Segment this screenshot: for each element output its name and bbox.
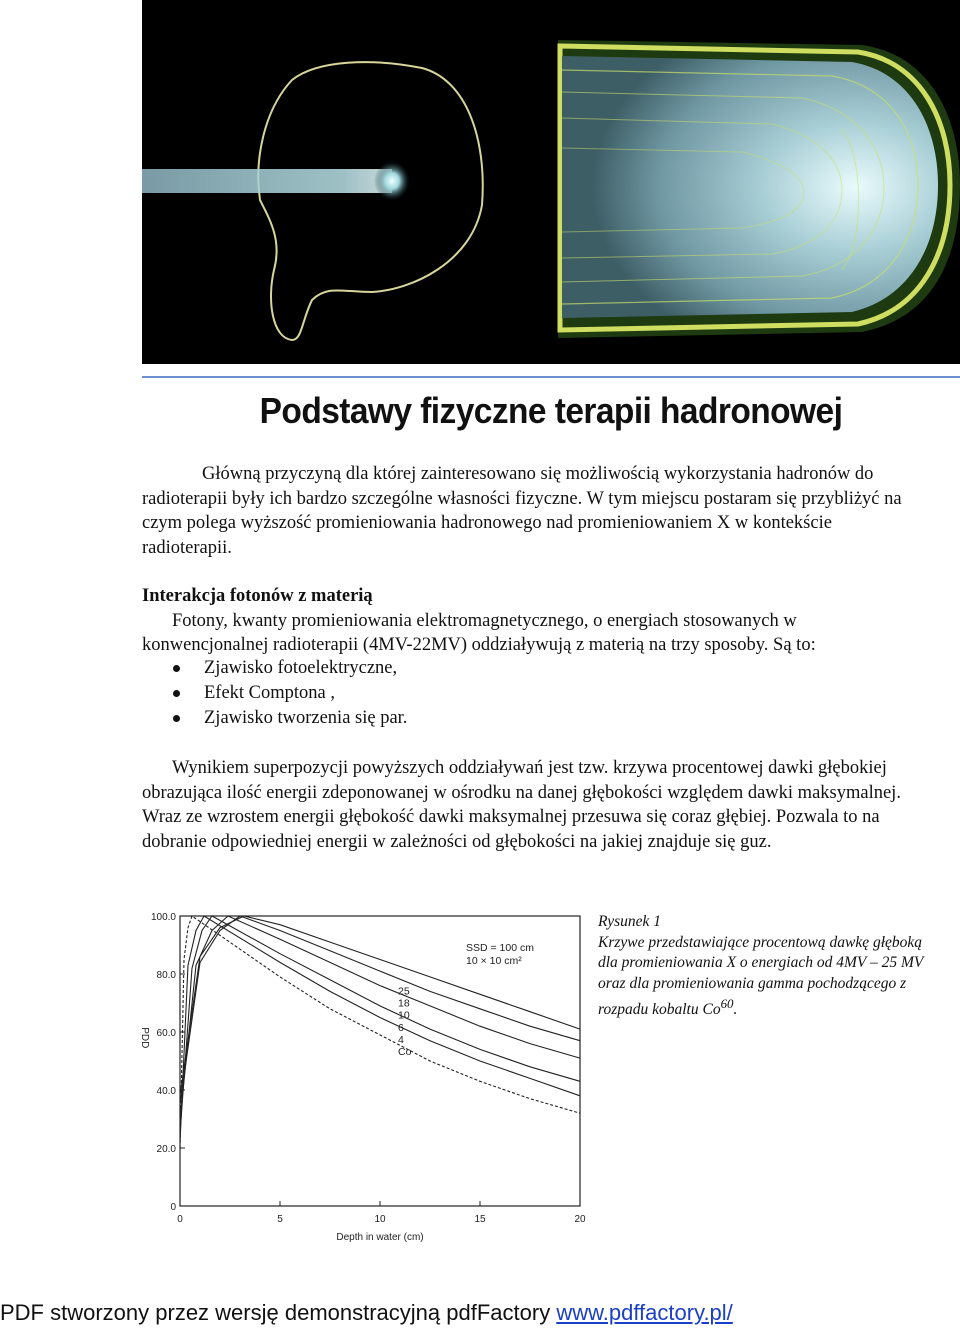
section-body: Fotony, kwanty promieniowania elektromagnetycznego, o energiach stosowanych w konwencjonalnej radioterapii (4MV-22MV) oddziaływują z materią na trzy sposoby. Są to:	[142, 610, 816, 655]
y-tick-label: 60.0	[156, 1028, 176, 1039]
x-axis-label: Depth in water (cm)	[336, 1232, 424, 1243]
caption-text	[598, 933, 943, 1021]
divider-line	[142, 376, 960, 378]
page-title: Podstawy fizyczne terapii hadronowej	[259, 390, 843, 431]
x-tick-label: 15	[474, 1214, 486, 1225]
caption-superscript: 60	[720, 996, 734, 1011]
caption-end: .	[733, 1001, 738, 1019]
conclusion-paragraph: Wynikiem superpozycji powyższych oddziaływań jest tzw. krzywa procentowej dawki głębokiej obrazująca ilość energii zdeponowanej w ośrodku na danej głębokości względem dawki maksymalnej. Wraz ze wzrostem energii głębokość dawki maksymalnej przesuwa się coraz głębiej. Pozwala to na dobranie odpowiedniej energii w zależności od głębokości na jakiej znajduje się guz.	[142, 758, 901, 852]
x-tick-label: 0	[177, 1214, 183, 1225]
chart-annotation: SSD = 100 cm	[466, 941, 534, 954]
section-block	[142, 584, 917, 658]
bullet-list	[142, 656, 842, 731]
series-label: 4	[398, 1034, 404, 1047]
series-label: 25	[398, 985, 410, 998]
caption-label: Rysunek 1	[598, 913, 661, 930]
chart-annotation: 10 × 10 cm²	[466, 954, 522, 967]
series-label: 18	[398, 997, 410, 1010]
list-item: Efekt Comptona ,	[142, 681, 842, 706]
x-tick-label: 5	[277, 1214, 283, 1225]
pdd-chart	[128, 898, 598, 1246]
y-tick-label: 80.0	[156, 970, 176, 981]
figure-caption	[598, 912, 943, 1021]
series-label: Co	[398, 1046, 412, 1059]
x-tick-label: 20	[574, 1214, 586, 1225]
pdf-footer	[0, 1300, 960, 1326]
y-tick-label: 0	[170, 1202, 176, 1213]
caption-body: Krzywe przedstawiające procentową dawkę głęboką dla promieniowania X o energiach od 4MV – 25 MV oraz dla promieniowania gamma pochodzącego z rozpadu kobaltu Co	[598, 933, 924, 1019]
series-label: 6	[398, 1021, 404, 1034]
footer-link[interactable]: www.pdffactory.pl/	[556, 1300, 733, 1325]
section-heading: Interakcja fotonów z materią	[142, 586, 373, 606]
series-label: 10	[398, 1009, 410, 1022]
y-tick-label: 20.0	[156, 1144, 176, 1155]
intro-paragraph: Główną przyczyną dla której zainteresowano się możliwością wykorzystania hadronów do radioterapii były ich bardzo szczególne własności fizyczne. W tym miejscu postaram się przybliżyć na czym polega wyższość promieniowania hadronowego nad promieniowaniem X w kontekście radioterapii.	[142, 464, 902, 558]
y-axis-label: PDD	[139, 1027, 150, 1049]
y-tick-label: 100.0	[150, 912, 176, 923]
list-item: Zjawisko tworzenia się par.	[142, 706, 842, 731]
y-tick-label: 40.0	[156, 1086, 176, 1097]
dose-distribution-image	[142, 0, 960, 364]
x-tick-label: 10	[374, 1214, 386, 1225]
list-item: Zjawisko fotoelektryczne,	[142, 656, 842, 681]
footer-text: PDF stworzony przez wersję demonstracyjną pdfFactory	[0, 1300, 557, 1325]
